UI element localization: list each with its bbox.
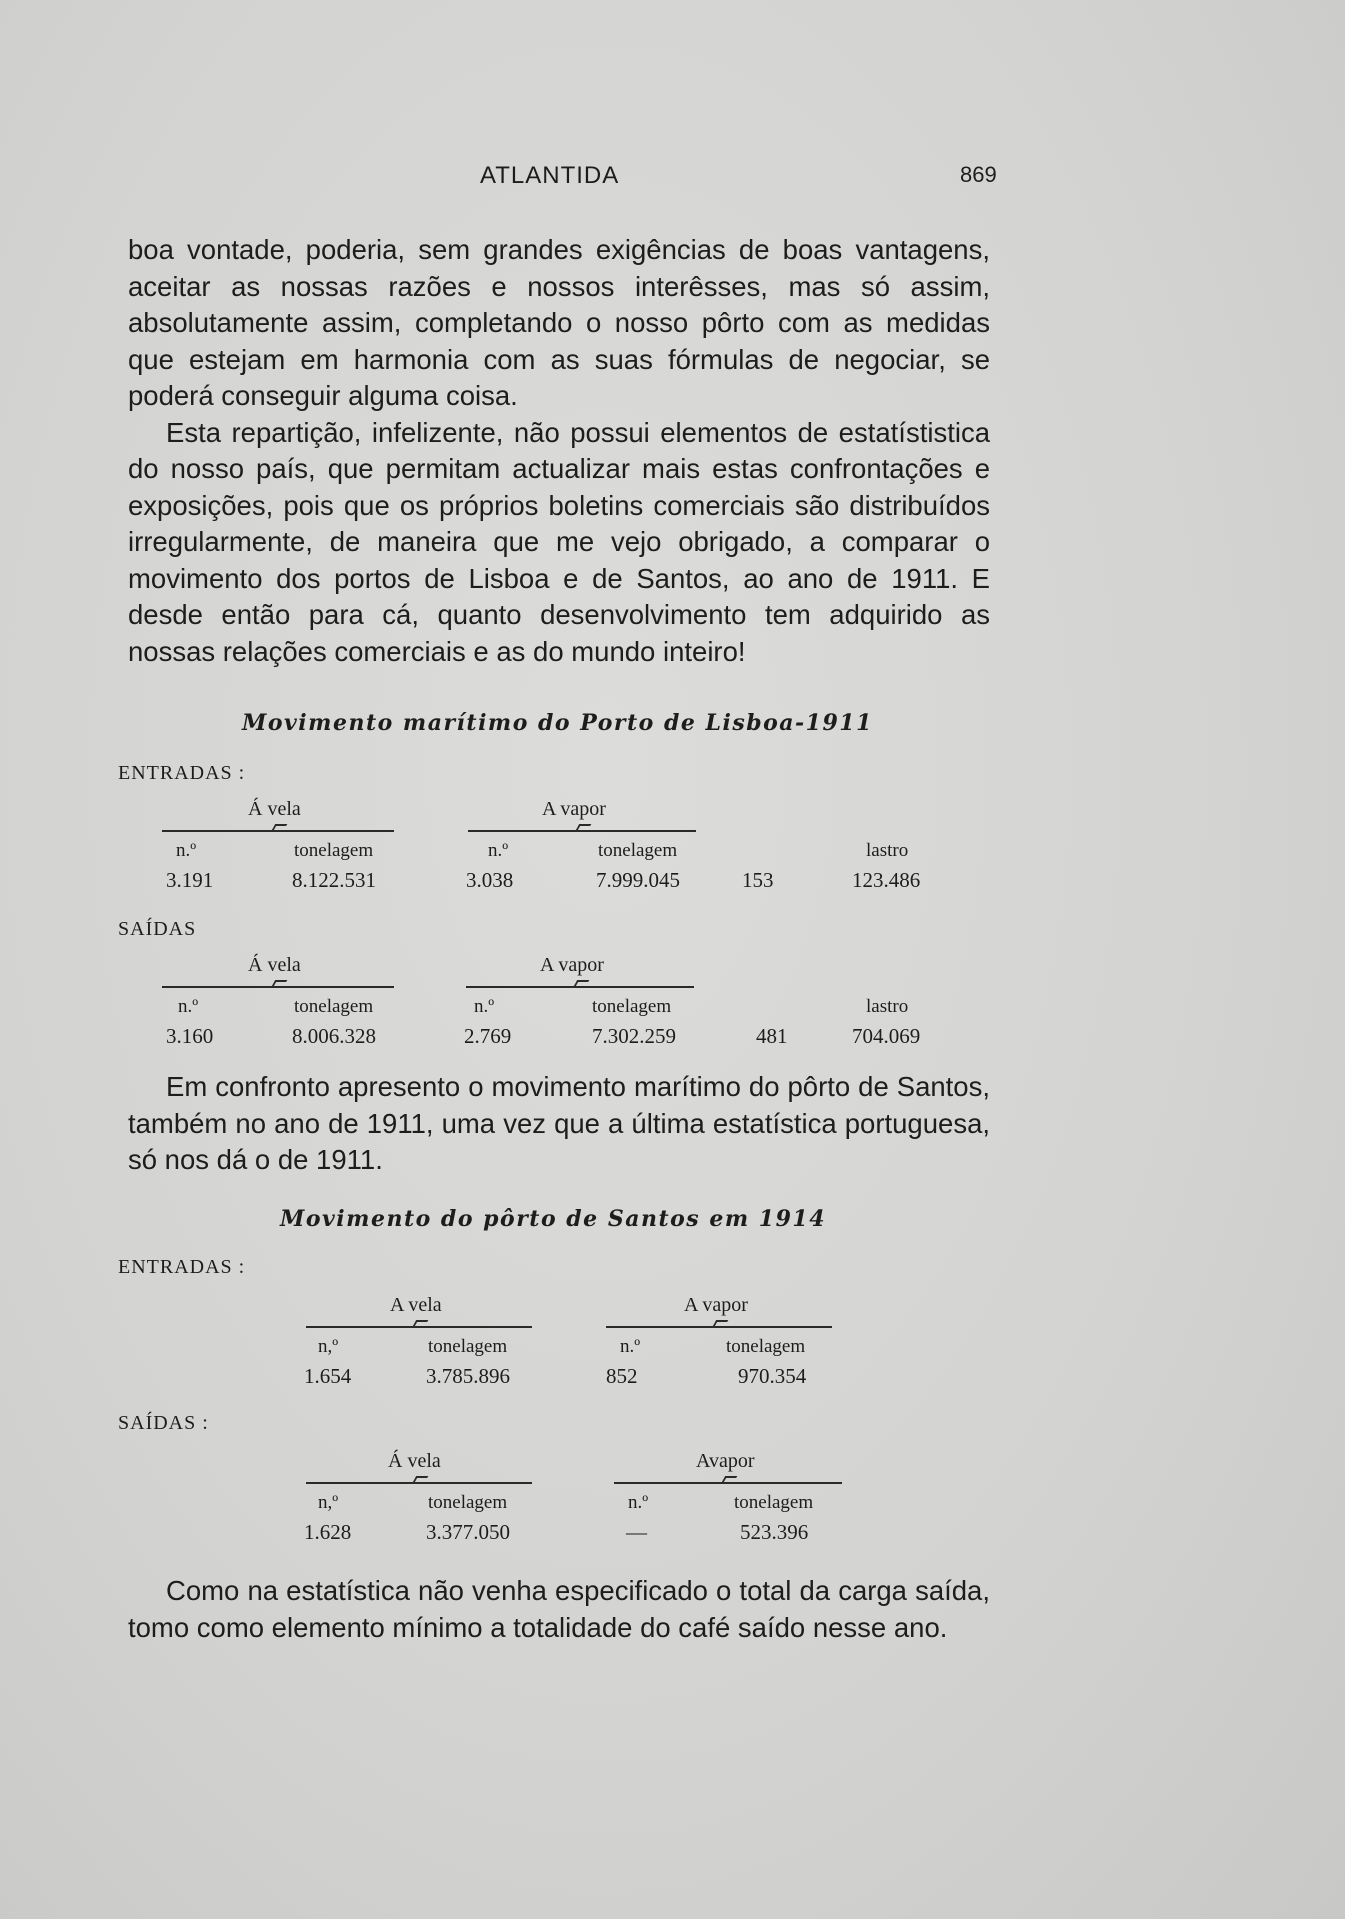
col-header-tonelagem: tonelagem [294,840,374,861]
paragraph-4: Como na estatística não venha especificado o total da carga saída, tomo como elemento mínimo a totalidade do café saído nesse ano. [128,1575,990,1643]
body-paragraphs-top [128,232,990,670]
value-cell: 970.354 [738,1364,807,1388]
group-label-vapor: Avapor [696,1450,755,1472]
col-header-n: n.º [488,840,509,861]
group-label-vapor: A vapor [540,954,604,976]
col-header-n: n.º [178,996,199,1017]
santos-saidas-label: SAÍDAS : [118,1412,209,1434]
value-cell: 8.122.531 [292,868,376,892]
col-header-tonelagem: tonelagem [726,1336,806,1357]
paragraph-3: Em confronto apresento o movimento marítimo do pôrto de Santos, também no ano de 1911, uma vez que a última estatística portuguesa, só nos dá o de 1911. [128,1071,990,1175]
santos-entradas-label: ENTRADAS : [118,1256,246,1278]
value-cell: 2.769 [464,1024,512,1048]
group-label-vela: Á vela [248,954,301,976]
value-cell: 3.785.896 [426,1364,510,1388]
lisboa-entradas-label: ENTRADAS : [118,762,246,784]
col-header-n: n.º [474,996,495,1017]
value-cell: 3.160 [166,1024,214,1048]
running-header-title: ATLANTIDA [480,162,620,189]
value-cell: 153 [742,868,774,892]
value-cell: 3.191 [166,868,214,892]
body-paragraph-bottom [128,1573,990,1646]
value-cell: 7.999.045 [596,868,680,892]
col-header-tonelagem: tonelagem [428,1336,508,1357]
col-header-lastro: lastro [866,996,909,1017]
value-cell: 704.069 [852,1024,921,1048]
value-cell: — [626,1520,647,1544]
col-header-n: n,º [318,1492,339,1513]
value-cell: 1.628 [304,1520,352,1544]
group-label-vela: Á vela [388,1450,441,1472]
group-label-vapor: A vapor [542,798,606,820]
paragraph-1: boa vontade, poderia, sem grandes exigências de boas vantagens, aceitar as nossas razões e nossos interêsses, mas só assim, absolutamente assim, completando o nosso pôrto com as medidas que estejam em harmonia com as suas fórmulas de negociar, se poderá conseguir alguma coisa. [128,234,990,411]
lisboa-saidas-label: SAÍDAS [118,918,197,940]
value-cell: 3.038 [466,868,514,892]
value-cell: 481 [756,1024,788,1048]
group-label-vela: Á vela [248,798,301,820]
paragraph-2: Esta repartição, infelizente, não possui elementos de estatístistica do nosso país, que permitam actualizar mais estas confrontações e exposições, pois que os próprios boletins comerciais são distribuídos irregularmente, de maneira que me vejo obrigado, a comparar o movimento dos portos de Lisboa e de Santos, ao ano de 1911. E desde então para cá, quanto desenvolvimento tem adquirido as nossas relações comerciais e as do mundo inteiro! [128,416,990,667]
value-cell: 123.486 [852,868,921,892]
value-cell: 523.396 [740,1520,809,1544]
col-header-n: n.º [628,1492,649,1513]
value-cell: 8.006.328 [292,1024,376,1048]
value-cell: 7.302.259 [592,1024,676,1048]
value-cell: 852 [606,1364,638,1388]
col-header-tonelagem: tonelagem [428,1492,508,1513]
body-paragraph-middle [128,1069,990,1179]
col-header-lastro: lastro [866,840,909,861]
col-header-n: n.º [620,1336,641,1357]
col-header-tonelagem: tonelagem [294,996,374,1017]
col-header-n: n,º [318,1336,339,1357]
page-number: 869 [960,162,997,187]
col-header-tonelagem: tonelagem [734,1492,814,1513]
lisboa-table-title: Movimento marítimo do Porto de Lisboa-1911 [242,710,873,736]
col-header-n: n.º [176,840,197,861]
group-label-vapor: A vapor [684,1294,748,1316]
col-header-tonelagem: tonelagem [598,840,678,861]
santos-table-title: Movimento do pôrto de Santos em 1914 [280,1206,827,1232]
col-header-tonelagem: tonelagem [592,996,672,1017]
value-cell: 1.654 [304,1364,352,1388]
value-cell: 3.377.050 [426,1520,510,1544]
group-label-vela: A vela [390,1294,442,1316]
